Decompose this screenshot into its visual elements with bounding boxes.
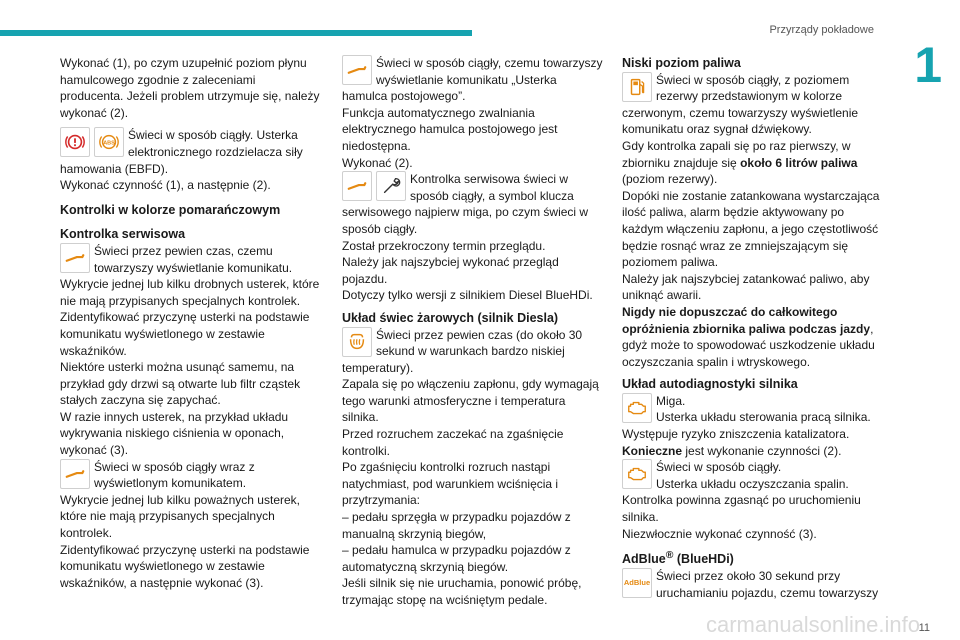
service-text: Zidentyfikować przyczynę usterki na podstawie komunikatu wyświetlonego w zestawie wskaźników, a następnie wykonać (3). [60, 542, 310, 590]
adblue-title [622, 548, 884, 568]
paragraph: Świeci w sposób ciągły, z poziomem rezerwy przedstawionym w kolorze czerwonym, czemu towarzyszy wyświetlenie komunikatu oraz sygnał dźwiękowy. [622, 72, 859, 137]
glow-plug-block [342, 327, 604, 377]
text: AdBlue [622, 552, 666, 567]
paragraph: Świeci w sposób ciągły. [656, 460, 782, 475]
paragraph [622, 304, 884, 370]
paragraph: Miga. [656, 393, 686, 408]
paragraph: Należy jak najszybciej zatankować paliwo, aby uniknąć awarii. [622, 271, 870, 303]
ebfd-action: Wykonać czynność (1), a następnie (2). [60, 178, 271, 193]
top-accent-bar [0, 30, 472, 36]
service-text: Niektóre usterki można usunąć samemu, na przykład gdy drzwi są otwarte lub filtr cząstek stałych zaczyna się zapychać. [60, 360, 301, 408]
service-wrench-icon [60, 459, 90, 489]
paragraph [622, 443, 884, 460]
svg-text:ABS: ABS [103, 140, 115, 147]
page-header-title: Przyrządy pokładowe [769, 24, 874, 36]
text: , gdyż może to spowodować uszkodzenie układu oczyszczania spalin i wtryskowego. [622, 321, 875, 369]
engine-icon [622, 459, 652, 489]
paragraph: Dopóki nie zostanie zatankowana wystarczająca ilość paliwa, alarm będzie aktywowany po każdym włączeniu zapłonu, a jego częstotliwość będzie rosnąć wraz ze zmniejszającym się poziomem paliwa. [622, 188, 880, 270]
section-title-orange: Kontrolki w kolorze pomarańczowym [60, 202, 281, 217]
paragraph: Usterka układu sterowania pracą silnika. [656, 410, 871, 425]
spanner-icon [376, 171, 406, 201]
ebfd-text: Świeci w sposób ciągły. Usterka elektronicznego rozdzielacza siły hamowania (EBFD). [60, 128, 303, 176]
service-block-2 [60, 459, 322, 492]
glow-plug-title: Układ świec żarowych (silnik Diesla) [342, 310, 559, 325]
service-block-1 [60, 243, 322, 276]
watermark: carmanualsonline.info [705, 612, 920, 637]
service-wrench-icon [60, 243, 90, 273]
service-text: Zidentyfikować przyczynę usterki na podstawie komunikatu wyświetlonego w zestawie wskaźników. [60, 310, 310, 358]
registered-mark: ® [665, 550, 674, 562]
service-wrench-icon [342, 55, 372, 85]
paragraph: Po zgaśnięciu kontrolki rozruch nastąpi natychmiast, pod warunkiem wciśnięcia i przytrzymania: [342, 460, 559, 508]
column-3 [622, 55, 884, 601]
bold-text: Konieczne [622, 443, 683, 458]
service-text: Wykrycie jednej lub kilku drobnych usterek, które nie mają przypisanych specjalnych kontrolek. [60, 277, 320, 308]
paragraph: Wykonać (2). [342, 155, 413, 170]
column-1 [60, 55, 322, 591]
paragraph: Należy jak najszybciej wykonać przegląd pojazdu. [342, 255, 559, 286]
paragraph: Świeci przez około 30 sekund przy uruchamianiu pojazdu, czemu towarzyszy [656, 568, 879, 600]
service-title: Kontrolka serwisowa [60, 227, 186, 242]
page-number: 11 [918, 622, 930, 634]
service-wrench-icon [342, 171, 372, 201]
service-text: W razie innych usterek, na przykład układu wykrywania niskiego ciśnienia w oponach, wykonać (3). [60, 409, 289, 458]
obd-block-1 [622, 393, 884, 426]
paragraph: Zapala się po włączeniu zapłonu, gdy wymagają tego warunki atmosferyczne i temperatura silnika. [342, 377, 599, 425]
column-2 [342, 55, 604, 609]
chapter-number: 1 [914, 37, 942, 93]
paragraph: – pedału sprzęgła w przypadku pojazdów z manualną skrzynią biegów, [342, 510, 571, 541]
ebfd-brake-icon [60, 127, 90, 157]
text: jest wykonanie czynności (2). [682, 443, 842, 458]
obd-block-2 [622, 459, 884, 492]
paragraph: Wykonać (1), po czym uzupełnić poziom płynu hamulcowego zgodnie z zaleceniami producenta. Jeżeli problem utrzymuje się, należy wykonać (2). [60, 56, 320, 120]
warning-ebfd [60, 127, 322, 193]
paragraph: Został przekroczony termin przeglądu. [342, 238, 546, 253]
abs-icon [94, 127, 124, 157]
fuel-block [622, 72, 884, 138]
engine-icon [622, 393, 652, 423]
obd-title: Układ autodiagnostyki silnika [622, 377, 798, 392]
adblue-icon [622, 568, 652, 598]
glow-plug-icon [342, 327, 372, 357]
paragraph: – pedału hamulca w przypadku pojazdów z automatyczną skrzynią biegów. [342, 543, 571, 574]
service-text: Świeci przez pewien czas, czemu towarzyszy wyświetlanie komunikatu. [94, 243, 293, 275]
paragraph: Funkcja automatycznego zwalniania elektrycznego hamulca postojowego jest niedostępna. [342, 105, 558, 153]
paragraph: Świeci w sposób ciągły, czemu towarzyszy wyświetlanie komunikatu „Usterka hamulca postojowego”. [342, 56, 603, 104]
text: (BlueHDi) [673, 552, 734, 567]
parking-brake-block [342, 55, 604, 105]
paragraph [622, 138, 884, 188]
fuel-title: Niski poziom paliwa [622, 56, 741, 70]
paragraph: Jeśli silnik się nie uruchamia, ponowić próbę, trzymając stopę na wciśniętym pedale. [342, 576, 582, 607]
paragraph: Kontrolka serwisowa świeci w sposób ciągły, a symbol klucza serwisowego najpierw miga, po czym świeci w sposób ciągły. [342, 172, 589, 236]
paragraph: Dotyczy tylko wersji z silnikiem Diesel BlueHDi. [342, 288, 593, 303]
adblue-block [622, 568, 884, 601]
paragraph: Świeci przez pewien czas (do około 30 sekund w warunkach bardzo niskiej temperatury). [342, 327, 583, 375]
paragraph: Występuje ryzyko zniszczenia katalizatora. [622, 427, 850, 442]
bold-text: około 6 litrów paliwa [740, 155, 858, 170]
text: Gdy kontrolka zapali się po raz pierwszy, w zbiorniku znajduje się [622, 138, 851, 170]
service-text: Świeci w sposób ciągły wraz z wyświetlonym komunikatem. [94, 459, 255, 491]
service-text: Wykrycie jednej lub kilku poważnych usterek, które nie mają przypisanych specjalnych kontrolek. [60, 492, 300, 541]
service-spanner-block [342, 171, 604, 237]
fuel-pump-icon [622, 72, 652, 102]
text: (poziom rezerwy). [622, 172, 718, 187]
bold-text: Nigdy nie dopuszczać do całkowitego opróżnienia zbiornika paliwa podczas jazdy [622, 304, 871, 336]
paragraph: Przed rozruchem zaczekać na zgaśnięcie kontrolki. [342, 427, 564, 458]
paragraph: Niezwłocznie wykonać czynność (3). [622, 526, 817, 541]
paragraph: Kontrolka powinna zgasnąć po uruchomieniu silnika. [622, 493, 861, 525]
adblue-icon-label: AdBlue [623, 577, 651, 587]
paragraph: Usterka układu oczyszczania spalin. [656, 476, 849, 491]
